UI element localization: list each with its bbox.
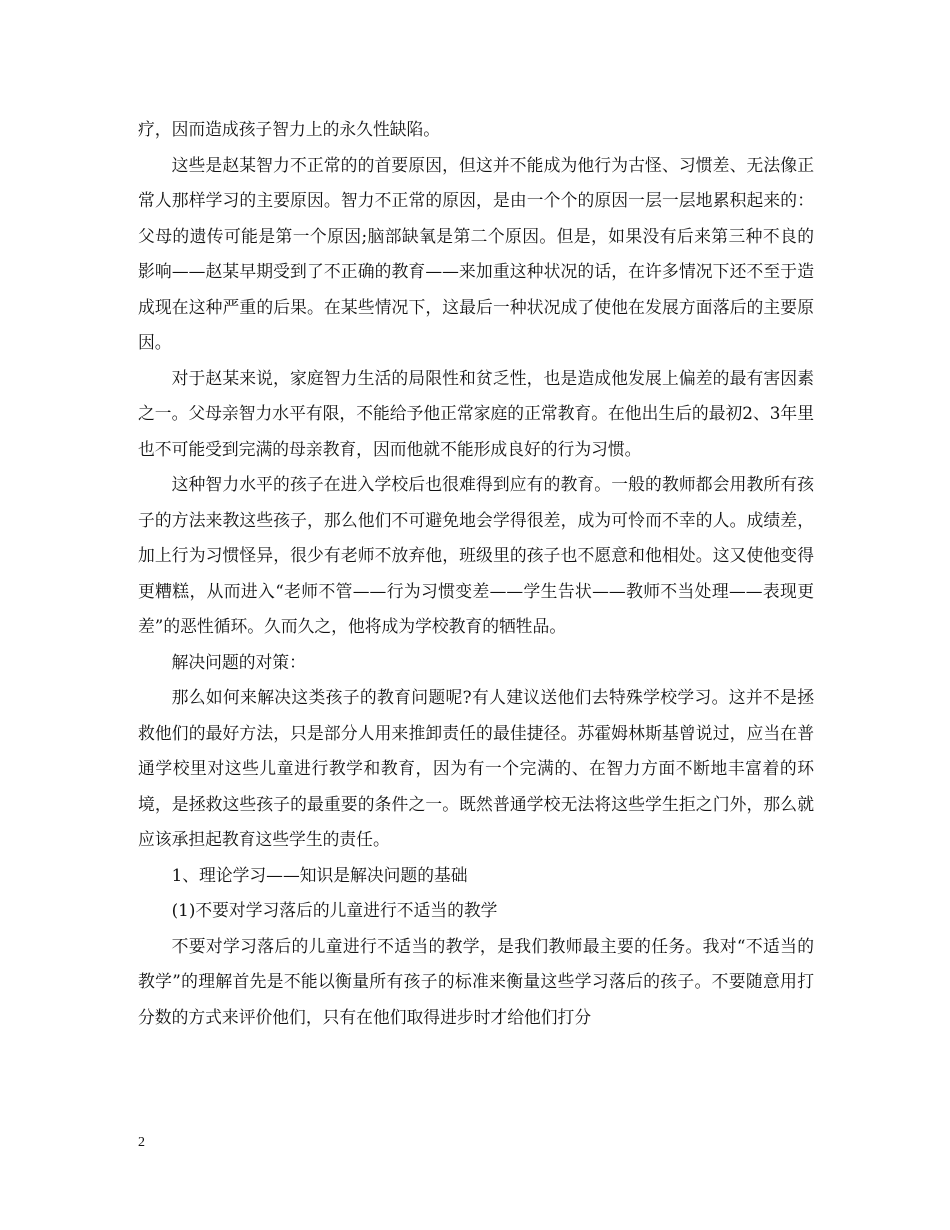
paragraph-continuation: 疗，因而造成孩子智力上的永久性缺陷。: [138, 119, 441, 139]
paragraph: 对于赵某来说，家庭智力生活的局限性和贫乏性，也是造成他发展上偏差的最有害因素之一。父母亲智力水平有限，不能给予他正常家庭的正常教育。在他出生后的最初2、3年里也不可能受到完满的母亲教育，因而他就不能形成良好的行为习惯。: [138, 367, 814, 459]
paragraph: 那么如何来解决这类孩子的教育问题呢?有人建议送他们去特殊学校学习。这并不是拯救他们的最好方法，只是部分人用来推卸责任的最佳捷径。苏霍姆林斯基曾说过，应当在普通学校里对这些儿童进行教学和教育，因为有一个完满的、在智力方面不断地丰富着的环境，是拯救这些孩子的最重要的条件之一。既然普通学校无法将这些学生拒之门外，那么就应该承担起教育这些学生的责任。: [138, 687, 814, 849]
paragraph: 不要对学习落后的儿童进行不适当的教学，是我们教师最主要的任务。我对“不适当的教学”的理解首先是不能以衡量所有孩子的标准来衡量这些学习落后的孩子。不要随意用打分数的方式来评价他们，只有在他们取得进步时才给他们打分: [138, 935, 814, 1027]
paragraph: 这些是赵某智力不正常的的首要原因，但这并不能成为他行为古怪、习惯差、无法像正常人那样学习的主要原因。智力不正常的原因，是由一个个的原因一层一层地累积起来的：父母的遗传可能是第一个原因;脑部缺氧是第二个原因。但是，如果没有后来第三种不良的影响——赵某早期受到了不正确的教育——来加重这种状况的话，在许多情况下还不至于造成现在这种严重的后果。在某些情况下，这最后一种状况成了使他在发展方面落后的主要原因。: [138, 154, 814, 352]
subsection-heading: 1、理论学习——知识是解决问题的基础: [171, 864, 468, 885]
page-number: 2: [138, 1135, 145, 1150]
body-text: [138, 112, 814, 1035]
subsection-heading: (1)不要对学习落后的儿童进行不适当的教学: [171, 900, 498, 920]
paragraph: 这种智力水平的孩子在进入学校后也很难得到应有的教育。一般的教师都会用教所有孩子的方法来教这些孩子，那么他们不可避免地会学得很差，成为可怜而不幸的人。成绩差，加上行为习惯怪异，很少有老师不放弃他，班级里的孩子也不愿意和他相处。这又使他变得更糟糕，从而进入“老师不管——行为习惯变差——学生告状——教师不当处理——表现更差”的恶性循环。久而久之，他将成为学校教育的牺牲品。: [138, 474, 814, 636]
section-heading: 解决问题的对策：: [171, 651, 306, 672]
